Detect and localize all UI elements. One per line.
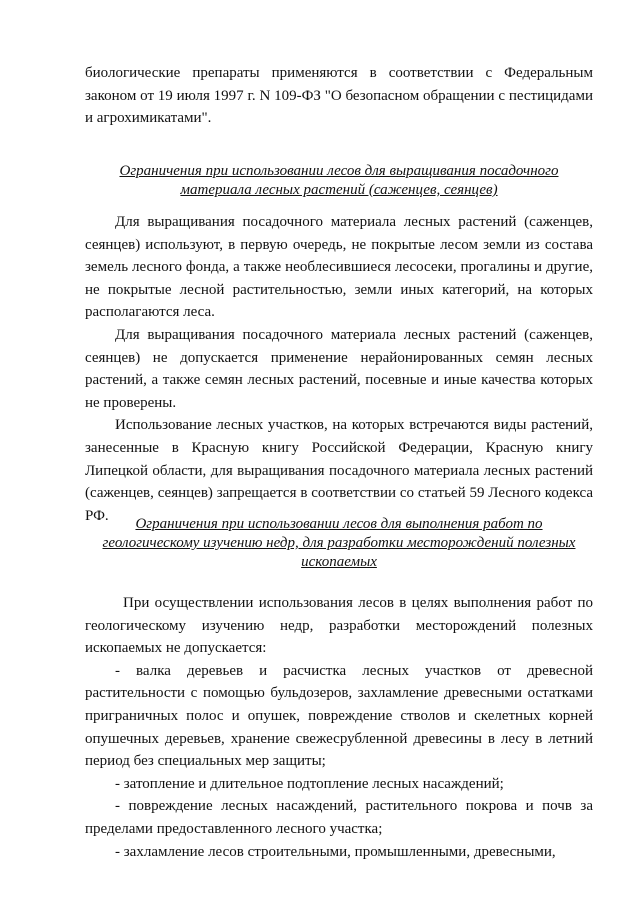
section1-heading: Ограничения при использовании лесов для выращивания посадочного материала лесных растений (саженцев, сеянцев): [119, 163, 559, 198]
section1-paragraph-2: Для выращивания посадочного материала лесных растений (саженцев, сеянцев) не допускается применение нерайонированных семян лесных растений, а также семян лесных растений, посевные и иные качества которых не проверены.: [85, 326, 593, 411]
list-item: - затопление и длительное подтопление лесных насаждений;: [115, 775, 504, 792]
list-item: - валка деревьев и расчистка лесных участков от древесной растительности с помощью бульдозеров, захламление древесными остатками приграничных полос и опушек, повреждение стволов и скелетных корней опушечных деревьев, хранение свежесрубленной древесины в лесу в летний период без специальных мер защиты;: [85, 662, 593, 770]
section2-lead: При осуществлении использования лесов в целях выполнения работ по геологическому изучению недр, разработки месторождений полезных ископаемых не допускается:: [85, 595, 593, 657]
list-item: - захламление лесов строительными, промышленными, древесными,: [115, 843, 556, 860]
section2-body: [85, 592, 593, 863]
intro-paragraph: биологические препараты применяются в соответствии с Федеральным законом от 19 июля 1997 г. N 109-ФЗ "О безопасном обращении с пестицидами и агрохимикатами".: [85, 65, 593, 127]
section1-paragraph-3: Использование лесных участков, на которых встречаются виды растений, занесенные в Красную книгу Российской Федерации, Красную книгу Липецкой области, для выращивания посадочного материала лесных растений (саженцев, сеянцев) запрещается в соответствии со статьей 59 Лесного кодекса РФ.: [85, 417, 593, 524]
intro-paragraph-block: [85, 62, 593, 130]
section1-body: [85, 211, 593, 527]
list-item: - повреждение лесных насаждений, растительного покрова и почв за пределами предоставленного лесного участка;: [85, 798, 593, 837]
section2-heading: Ограничения при использовании лесов для выполнения работ по геологическому изучению недр, для разработки месторождений полезных ископаемых: [102, 516, 576, 570]
section1-paragraph-1: Для выращивания посадочного материала лесных растений (саженцев, сеянцев) используют, в первую очередь, не покрытые лесом земли из состава земель лесного фонда, а также необлесившиеся лесосеки, прогалины и другие, не покрытые лесной растительностью, земли иных категорий, на которых располагаются леса.: [85, 214, 593, 321]
